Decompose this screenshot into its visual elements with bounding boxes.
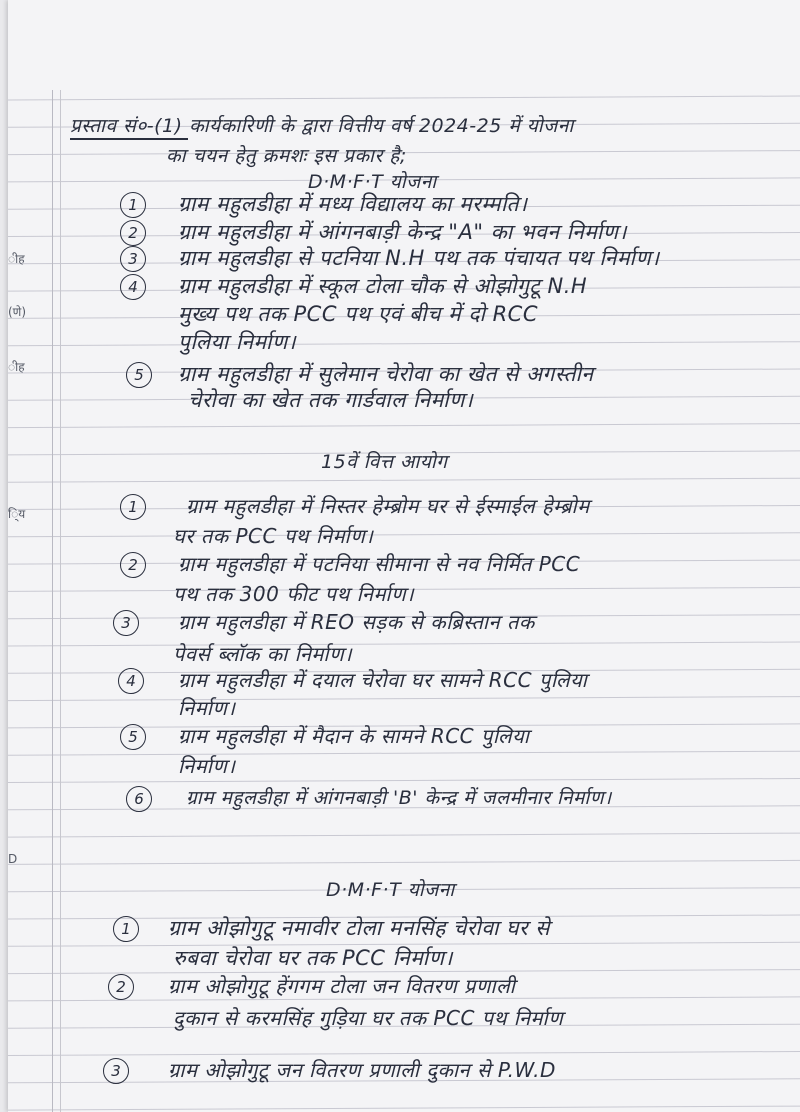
item-text-line: दुकान से करमसिंह गुड़िया घर तक PCC पथ निर्माण	[173, 1006, 564, 1030]
item-text-line: घर तक PCC पथ निर्माण।	[173, 524, 374, 548]
margin-rule-inner	[60, 90, 61, 1112]
ruled-line	[8, 751, 800, 755]
handwritten-page	[8, 0, 800, 1112]
item-number: 1	[113, 916, 139, 942]
item-number: 5	[120, 724, 146, 750]
item-text-line: ग्राम ओझोगुटू नमावीर टोला मनसिंह चेरोवा घर से	[168, 916, 551, 940]
item-text-line: ग्राम ओझोगुटू जन वितरण प्रणाली दुकान से P.W.D	[168, 1058, 556, 1082]
item-text-line: चेरोवा का खेत तक गार्डवाल निर्माण।	[188, 388, 474, 412]
item-number: 6	[126, 786, 152, 812]
ruled-line	[8, 642, 800, 646]
item-number: 4	[118, 668, 144, 694]
margin-note: ि्य	[8, 507, 26, 521]
item-text-line: ग्राम महुलडीहा में स्कूल टोला चौक से ओझोगुटू N.H	[178, 274, 588, 298]
ruled-line	[8, 833, 800, 837]
proposal-underline	[70, 138, 188, 140]
item-text-line: ग्राम महुलडीहा में REO सड़क से कब्रिस्तान तक	[178, 610, 535, 634]
item-number: 3	[120, 246, 146, 272]
ruled-line	[8, 96, 800, 100]
item-text-line: निर्माण।	[178, 754, 236, 778]
item-text-line: ग्राम महुलडीहा से पटनिया N.H पथ तक पंचायत पथ निर्माण।	[178, 246, 660, 270]
item-number: 2	[108, 974, 134, 1000]
item-text-line: ग्राम महुलडीहा में आंगनबाड़ी केन्द्र "A" का भवन निर्माण।	[178, 220, 627, 244]
margin-note: (णे)	[8, 305, 27, 319]
item-text-line: पथ तक 300 फीट पथ निर्माण।	[173, 582, 415, 606]
item-text-line: रुबवा चेरोवा घर तक PCC निर्माण।	[173, 946, 453, 970]
margin-note: ीह	[8, 252, 25, 266]
ruled-line	[8, 860, 800, 864]
ruled-line	[8, 1052, 800, 1056]
item-text-line: ग्राम महुलडीहा में निस्तर हेम्ब्रोम घर से ईस्माईल हेम्ब्रोम	[186, 494, 590, 518]
item-text-line: ग्राम ओझोगुटू हेंगगम टोला जन वितरण प्रणाली	[168, 974, 516, 998]
item-text-line: मुख्य पथ तक PCC पथ एवं बीच में दो RCC	[178, 302, 539, 326]
proposal-line-2: का चयन हेतु क्रमशः इस प्रकार है;	[166, 145, 407, 167]
margin-note: ीह	[8, 360, 25, 374]
ruled-line	[8, 478, 800, 482]
ruled-line	[8, 1106, 800, 1110]
item-number: 5	[126, 362, 152, 388]
item-text-line: ग्राम महुलडीहा में मध्य विद्यालय का मरम्मति।	[178, 192, 528, 216]
item-text-line: ग्राम महुलडीहा में दयाल चेरोवा घर सामने RCC पुलिया	[178, 668, 588, 692]
ruled-line	[8, 533, 800, 537]
ruled-line	[8, 342, 800, 346]
item-number: 1	[120, 192, 146, 218]
ruled-line	[8, 779, 800, 783]
margin-rule	[52, 90, 53, 1112]
item-text-line: पेवर्स ब्लॉक का निर्माण।	[173, 642, 353, 666]
item-text-line: ग्राम महुलडीहा में आंगनबाड़ी 'B' केन्द्र में जलमीनार निर्माण।	[186, 787, 612, 809]
item-number: 3	[113, 610, 139, 636]
item-number: 2	[120, 220, 146, 246]
proposal-line-1: प्रस्ताव सं०-(1) कार्यकारिणी के द्वारा वित्तीय वर्ष 2024-25 में योजना	[70, 115, 574, 137]
item-text-line: पुलिया निर्माण।	[178, 330, 297, 354]
ruled-line	[8, 697, 800, 701]
item-text-line: निर्माण।	[178, 696, 236, 720]
item-text-line: ग्राम महुलडीहा में मैदान के सामने RCC पुलिया	[178, 724, 530, 748]
item-text-line: ग्राम महुलडीहा में सुलेमान चेरोवा का खेत से अगस्तीन	[178, 362, 594, 386]
item-text-line: ग्राम महुलडीहा में पटनिया सीमाना से नव निर्मित PCC	[178, 552, 581, 576]
section-heading-dmft-2: D·M·F·T योजना	[326, 879, 455, 901]
section-heading-finance: 15वें वित्त आयोग	[321, 451, 448, 473]
section-heading-dmft: D·M·F·T योजना	[308, 171, 437, 193]
item-number: 1	[120, 494, 146, 520]
item-number: 2	[120, 552, 146, 578]
ruled-line	[8, 424, 800, 428]
item-number: 3	[103, 1058, 129, 1084]
item-number: 4	[120, 274, 146, 300]
margin-note: D	[8, 852, 18, 866]
